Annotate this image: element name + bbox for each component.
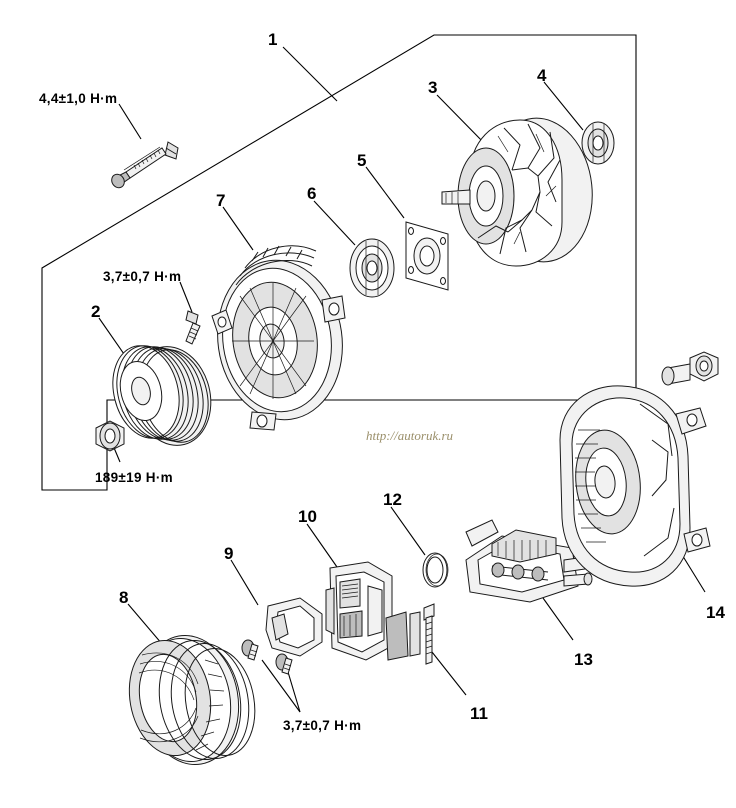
- part-rotor: [442, 113, 599, 267]
- torque-spec-bolt-1: 4,4±1,0 H·m: [39, 91, 118, 106]
- part-front-housing: [207, 246, 352, 430]
- callout-14: 14: [706, 603, 725, 622]
- callout-11: 11: [470, 704, 488, 723]
- watermark-url: http://autoruk.ru: [366, 428, 454, 443]
- part-pulley-nut: [96, 421, 124, 451]
- part-small-bolt-front: [186, 311, 200, 344]
- callout-12: 12: [383, 490, 402, 509]
- part-rear-housing: [560, 352, 718, 586]
- part-rear-plate: [406, 222, 448, 290]
- bracket-bolt-1: [242, 640, 258, 660]
- part-bracket-and-bolts: [242, 598, 322, 674]
- callout-10: 10: [298, 507, 317, 526]
- callout-3: 3: [428, 78, 438, 97]
- torque-spec-bolt-2: 3,7±0,7 H·m: [103, 269, 182, 284]
- part-voltage-regulator: [326, 562, 392, 660]
- callout-8: 8: [119, 588, 129, 607]
- part-brush-holder: [386, 604, 434, 664]
- callout-6: 6: [307, 184, 317, 203]
- callout-1: 1: [268, 30, 278, 49]
- terminal-nut: [662, 352, 718, 385]
- torque-spec-bracket: 3,7±0,7 H·m: [283, 718, 362, 733]
- part-o-ring: [423, 553, 448, 587]
- bracket-bolt-2: [276, 654, 292, 674]
- part-rear-bearing: [582, 122, 614, 164]
- callout-4: 4: [537, 66, 547, 85]
- callout-5: 5: [357, 151, 367, 170]
- callout-9: 9: [224, 544, 234, 563]
- part-long-bolt: [109, 142, 178, 190]
- part-stator: [121, 628, 263, 773]
- callout-7: 7: [216, 191, 226, 210]
- part-bearing: [350, 239, 394, 297]
- torque-spec-pulley: 189±19 H·m: [95, 470, 173, 485]
- callout-13: 13: [574, 650, 593, 669]
- callout-2: 2: [91, 302, 101, 321]
